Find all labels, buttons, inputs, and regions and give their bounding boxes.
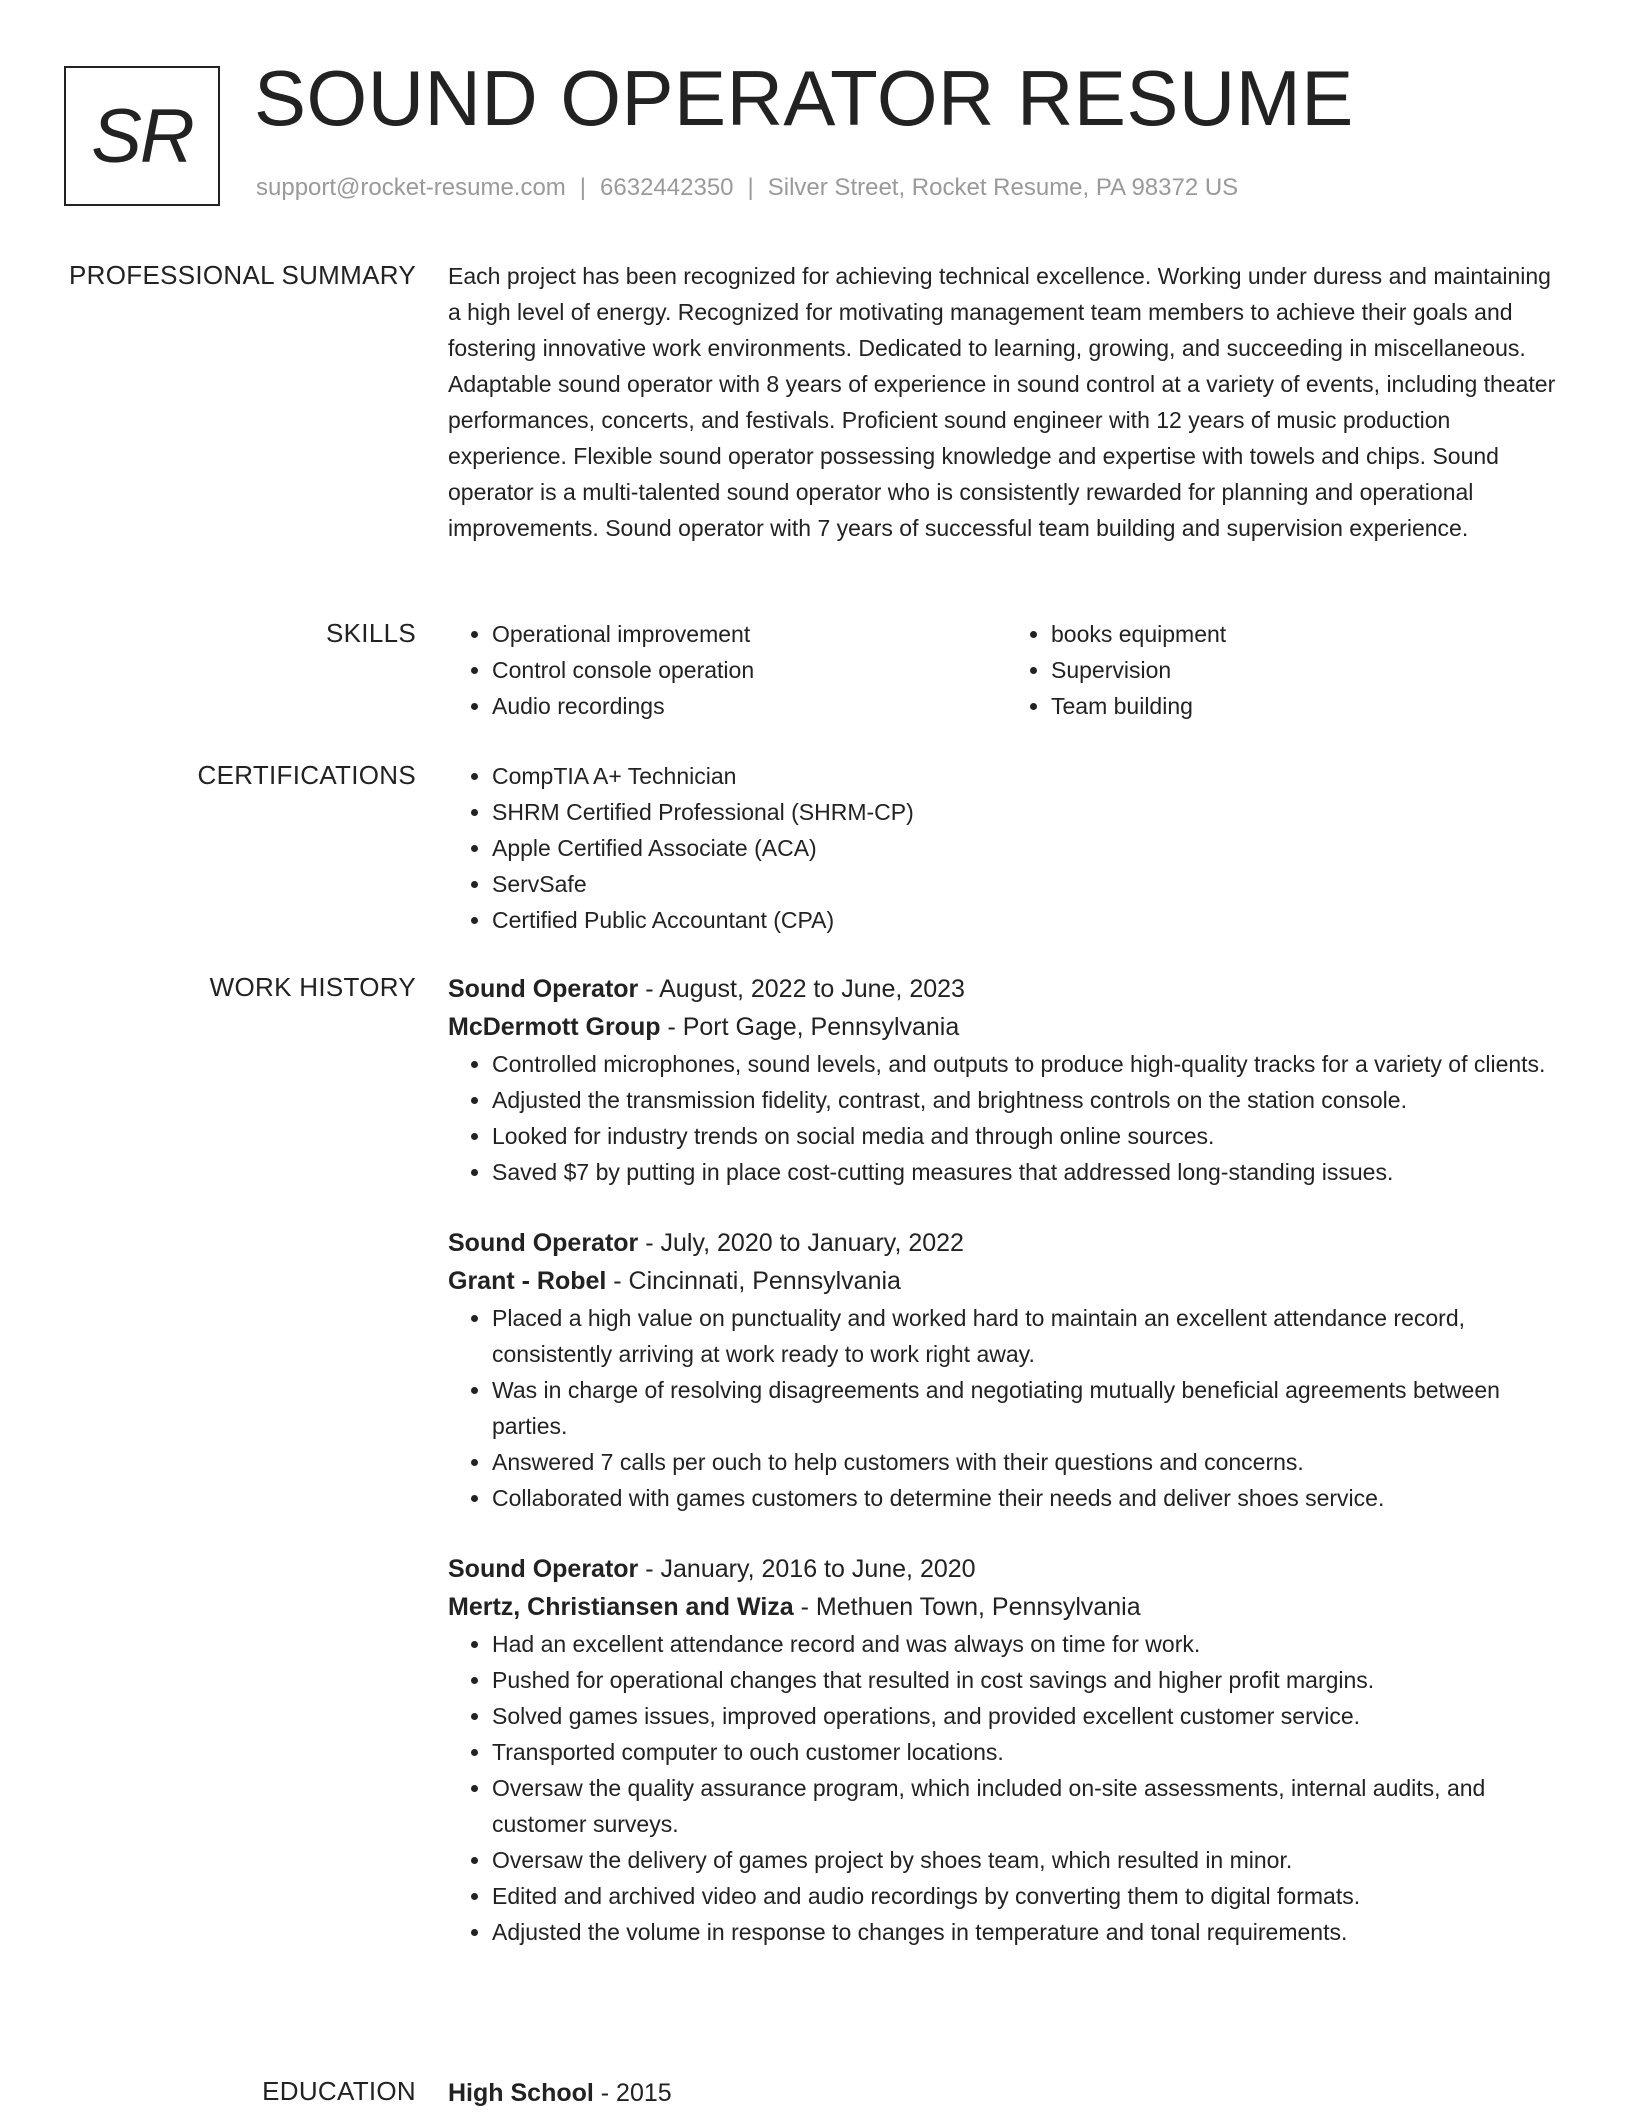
job-bullets <box>448 1046 1566 1190</box>
contact-line <box>256 174 1238 202</box>
contact-address: Silver Street, Rocket Resume, PA 98372 US <box>767 174 1239 201</box>
job-bullet: • Pushed for operational changes that resulted in cost savings and higher profit margins. <box>492 1662 1566 1698</box>
contact-separator: | <box>579 174 587 201</box>
education-line <box>448 2074 1566 2112</box>
job-company-line <box>448 1008 1566 1046</box>
job-bullet: • Looked for industry trends on social media and through online sources. <box>492 1118 1566 1154</box>
job-bullet: • Transported computer to ouch customer locations. <box>492 1734 1566 1770</box>
skills-heading: SKILLS <box>326 618 416 648</box>
certification-item: • Certified Public Accountant (CPA) <box>492 902 1566 938</box>
education-body <box>448 2074 1566 2112</box>
skill-item: • books equipment <box>1051 616 1566 652</box>
certifications-list <box>448 758 1566 938</box>
job-bullet: • Edited and archived video and audio recordings by converting them to digital formats. <box>492 1878 1566 1914</box>
education-heading: EDUCATION <box>262 2076 416 2106</box>
skills-grid <box>448 616 1566 724</box>
skill-item: • Supervision <box>1051 652 1566 688</box>
job-company-line <box>448 1588 1566 1626</box>
job-entry <box>448 1224 1566 1516</box>
job-title: Sound Operator <box>448 1555 639 1583</box>
resume-title: SOUND OPERATOR RESUME <box>254 54 1354 142</box>
job-bullet: • Controlled microphones, sound levels, and outputs to produce high-quality tracks for a variety of clients. <box>492 1046 1566 1082</box>
job-title-line <box>448 1550 1566 1588</box>
certification-item: • Apple Certified Associate (ACA) <box>492 830 1566 866</box>
certifications-body <box>448 758 1566 938</box>
job-bullet: • Adjusted the transmission fidelity, contrast, and brightness controls on the station console. <box>492 1082 1566 1118</box>
work-history-heading: WORK HISTORY <box>209 972 416 1002</box>
job-dates: - August, 2022 to June, 2023 <box>638 975 965 1003</box>
job-location: - Methuen Town, Pennsylvania <box>793 1593 1141 1621</box>
monogram-logo <box>64 66 220 206</box>
job-bullet: • Solved games issues, improved operations, and provided excellent customer service. <box>492 1698 1566 1734</box>
certification-item: • CompTIA A+ Technician <box>492 758 1566 794</box>
contact-phone[interactable]: 6632442350 <box>600 174 734 201</box>
job-title-line <box>448 1224 1566 1262</box>
certification-item: • SHRM Certified Professional (SHRM-CP) <box>492 794 1566 830</box>
job-title: Sound Operator <box>448 975 639 1003</box>
skill-item: • Operational improvement <box>492 616 1007 652</box>
skills-column-2 <box>1007 616 1566 724</box>
skills-column-1 <box>448 616 1007 724</box>
job-entry <box>448 970 1566 1190</box>
certifications-heading: CERTIFICATIONS <box>197 760 416 790</box>
job-bullet: • Collaborated with games customers to determine their needs and deliver shoes service. <box>492 1480 1566 1516</box>
contact-email[interactable]: support@rocket-resume.com <box>256 174 566 201</box>
job-bullet: • Had an excellent attendance record and was always on time for work. <box>492 1626 1566 1662</box>
job-company: McDermott Group <box>448 1013 661 1041</box>
job-dates: - January, 2016 to June, 2020 <box>638 1555 976 1583</box>
job-location: - Cincinnati, Pennsylvania <box>606 1267 901 1295</box>
job-title-line <box>448 970 1566 1008</box>
job-bullet: • Saved $7 by putting in place cost-cutting measures that addressed long-standing issues. <box>492 1154 1566 1190</box>
skill-item: • Audio recordings <box>492 688 1007 724</box>
job-bullet: • Oversaw the quality assurance program, which included on-site assessments, internal audits, and customer surveys. <box>492 1770 1566 1842</box>
job-location: - Port Gage, Pennsylvania <box>660 1013 960 1041</box>
education-year: - 2015 <box>593 2079 672 2107</box>
job-company: Grant - Robel <box>448 1267 607 1295</box>
skill-item: • Control console operation <box>492 652 1007 688</box>
job-bullet: • Placed a high value on punctuality and worked hard to maintain an excellent attendance record, consistently arriving at work ready to work right away. <box>492 1300 1566 1372</box>
education-degree: High School <box>448 2079 594 2107</box>
job-bullets <box>448 1300 1566 1516</box>
summary-body <box>448 258 1566 546</box>
certification-item: • ServSafe <box>492 866 1566 902</box>
job-bullet: • Was in charge of resolving disagreements and negotiating mutually beneficial agreements between parties. <box>492 1372 1566 1444</box>
job-bullets <box>448 1626 1566 1950</box>
job-company-line <box>448 1262 1566 1300</box>
job-bullet: • Adjusted the volume in response to changes in temperature and tonal requirements. <box>492 1914 1566 1950</box>
job-company: Mertz, Christiansen and Wiza <box>448 1593 794 1621</box>
job-entry <box>448 1550 1566 1950</box>
job-bullet: • Oversaw the delivery of games project by shoes team, which resulted in minor. <box>492 1842 1566 1878</box>
job-title: Sound Operator <box>448 1229 639 1257</box>
contact-separator: | <box>747 174 754 201</box>
job-dates: - July, 2020 to January, 2022 <box>638 1229 964 1257</box>
summary-text: Each project has been recognized for achieving technical excellence. Working under duress and maintaining a high level of energy. Recognized for motivating management team members to achieve their goals and fostering innovative work environments. Dedicated to learning, growing, and succeeding in miscellaneous. Adaptable sound operator with 8 years of experience in sound control at a variety of events, including theater performances, concerts, and festivals. Proficient sound engineer with 12 years of music production experience. Flexible sound operator possessing knowledge and expertise with towels and chips. Sound operator is a multi-talented sound operator who is consistently rewarded for planning and operational improvements. Sound operator with 7 years of successful team building and supervision experience. <box>448 263 1556 541</box>
work-history-body <box>448 970 1566 1950</box>
summary-heading: PROFESSIONAL SUMMARY <box>69 260 416 290</box>
job-bullet: • Answered 7 calls per ouch to help customers with their questions and concerns. <box>492 1444 1566 1480</box>
skill-item: • Team building <box>1051 688 1566 724</box>
monogram-initials: SR <box>91 93 193 179</box>
